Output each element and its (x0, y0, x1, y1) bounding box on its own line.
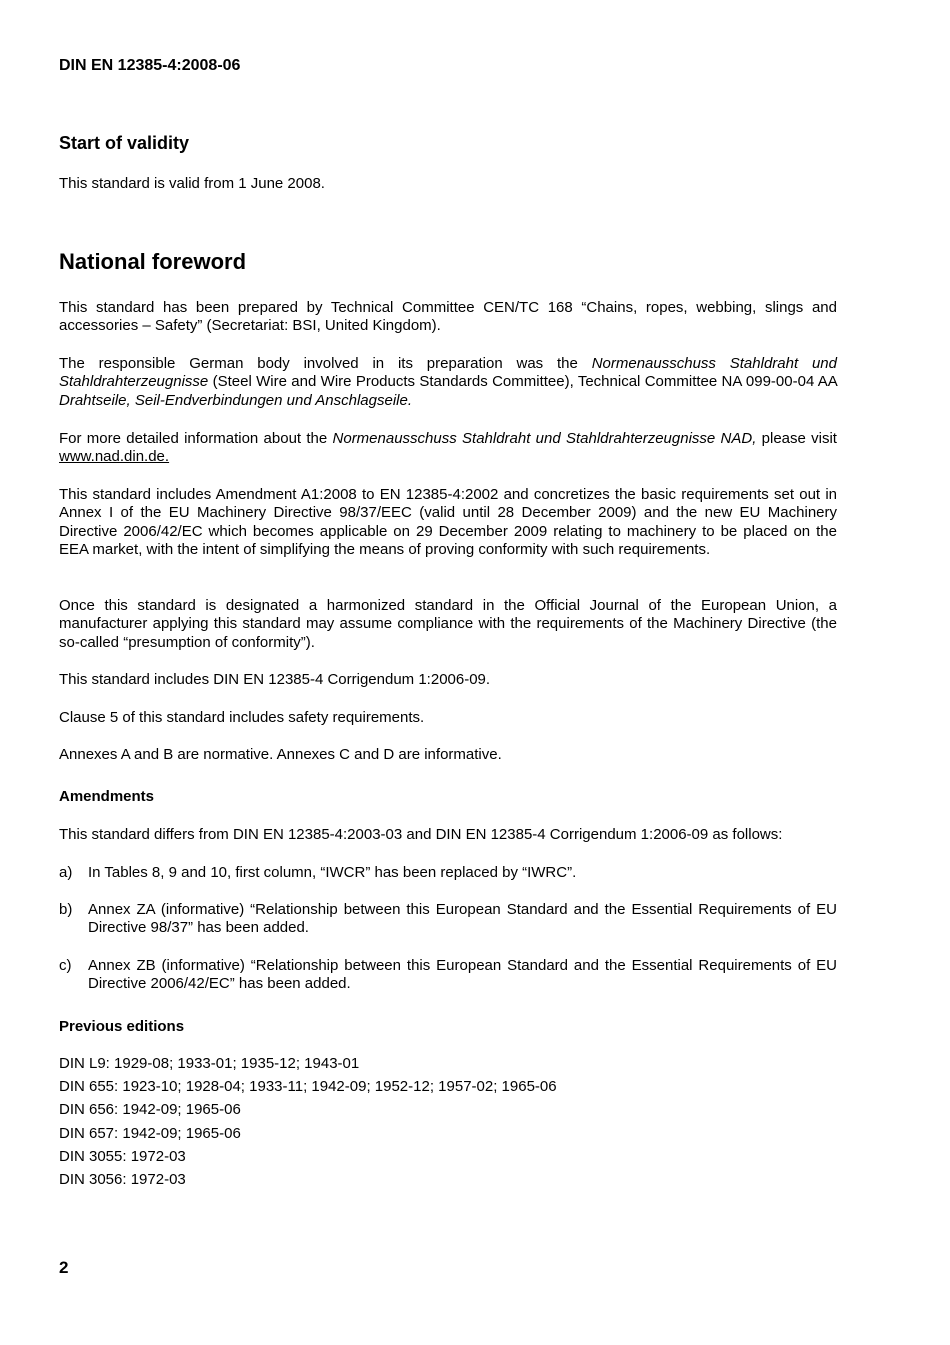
previous-edition-line: DIN 657: 1942-09; 1965-06 (59, 1124, 241, 1142)
previous-editions-list (59, 1055, 837, 1194)
previous-edition-line: DIN 656: 1942-09; 1965-06 (59, 1101, 241, 1119)
list-item-text: Annex ZB (informative) “Relationship between this European Standard and the Essential Requirements of EU Directive 2006/42/EC” has been added. (88, 957, 837, 993)
amendments-heading: Amendments (59, 788, 155, 805)
previous-edition-line: DIN 655: 1923-10; 1928-04; 1933-11; 1942-09; 1952-12; 1957-02; 1965-06 (59, 1078, 557, 1096)
page-number: 2 (59, 1258, 69, 1277)
list-marker: c) (59, 957, 72, 974)
previous-edition-line: DIN 3056: 1972-03 (59, 1170, 186, 1188)
foreword-paragraph-7: Clause 5 of this standard includes safety requirements. (59, 709, 425, 726)
amendment-item (59, 901, 837, 938)
previous-editions-heading: Previous editions (59, 1018, 185, 1035)
amendment-item (59, 864, 837, 882)
foreword-paragraph-8: Annexes A and B are normative. Annexes C and D are informative. (59, 746, 502, 763)
foreword-paragraph-1: This standard has been prepared by Technical Committee CEN/TC 168 “Chains, ropes, webbing, slings and accessories – Safety” (Secretariat: BSI, United Kingdom). (59, 299, 837, 335)
document-id: DIN EN 12385-4:2008-06 (59, 57, 241, 74)
list-item-text: In Tables 8, 9 and 10, first column, “IWCR” has been replaced by “IWRC”. (88, 864, 577, 881)
previous-edition-line: DIN L9: 1929-08; 1933-01; 1935-12; 1943-01 (59, 1055, 360, 1072)
previous-edition-line: DIN 3055: 1972-03 (59, 1147, 186, 1165)
amendment-item (59, 957, 837, 994)
list-marker: a) (59, 864, 73, 881)
validity-heading: Start of validity (59, 133, 190, 153)
amendments-intro: This standard differs from DIN EN 12385-4:2003-03 and DIN EN 12385-4 Corrigendum 1:2006-09 as follows: (59, 826, 783, 843)
nad-website-link[interactable]: www.nad.din.de. (59, 448, 170, 466)
foreword-paragraph-4: This standard includes Amendment A1:2008 to EN 12385-4:2002 and concretizes the basic requirements set out in Annex I of the EU Machinery Directive 98/37/EEC (valid until 28 December 2009) and the new EU Machinery Directive 2006/42/EC which becomes applicable on 29 December 2009 relating to machinery to be placed on the EEA market, with the intent of simplifying the means of proving conformity with such requirements. (59, 486, 837, 559)
foreword-paragraph-3: For more detailed information about the Normenausschuss Stahldraht und Stahldrahterzeugnisse NAD, please visit www.nad.din.de. (59, 430, 837, 466)
foreword-paragraph-2: The responsible German body involved in its preparation was the Normenausschuss Stahldraht und Stahldrahterzeugnisse (Steel Wire and Wire Products Standards Committee), Technical Committee NA 099-00-04 AA Drahtseile, Seil-Endverbindungen und Anschlagseile. (59, 355, 837, 409)
foreword-paragraph-5: Once this standard is designated a harmonized standard in the Official Journal of the European Union, a manufacturer applying this standard may assume compliance with the requirements of the Machinery Directive (the so-called “presumption of conformity”). (59, 597, 837, 651)
validity-text: This standard is valid from 1 June 2008. (59, 175, 325, 192)
foreword-paragraph-6: This standard includes DIN EN 12385-4 Corrigendum 1:2006-09. (59, 671, 491, 688)
foreword-heading: National foreword (59, 249, 247, 274)
list-marker: b) (59, 901, 73, 918)
list-item-text: Annex ZA (informative) “Relationship between this European Standard and the Essential Requirements of EU Directive 98/37” has been added. (88, 901, 837, 937)
